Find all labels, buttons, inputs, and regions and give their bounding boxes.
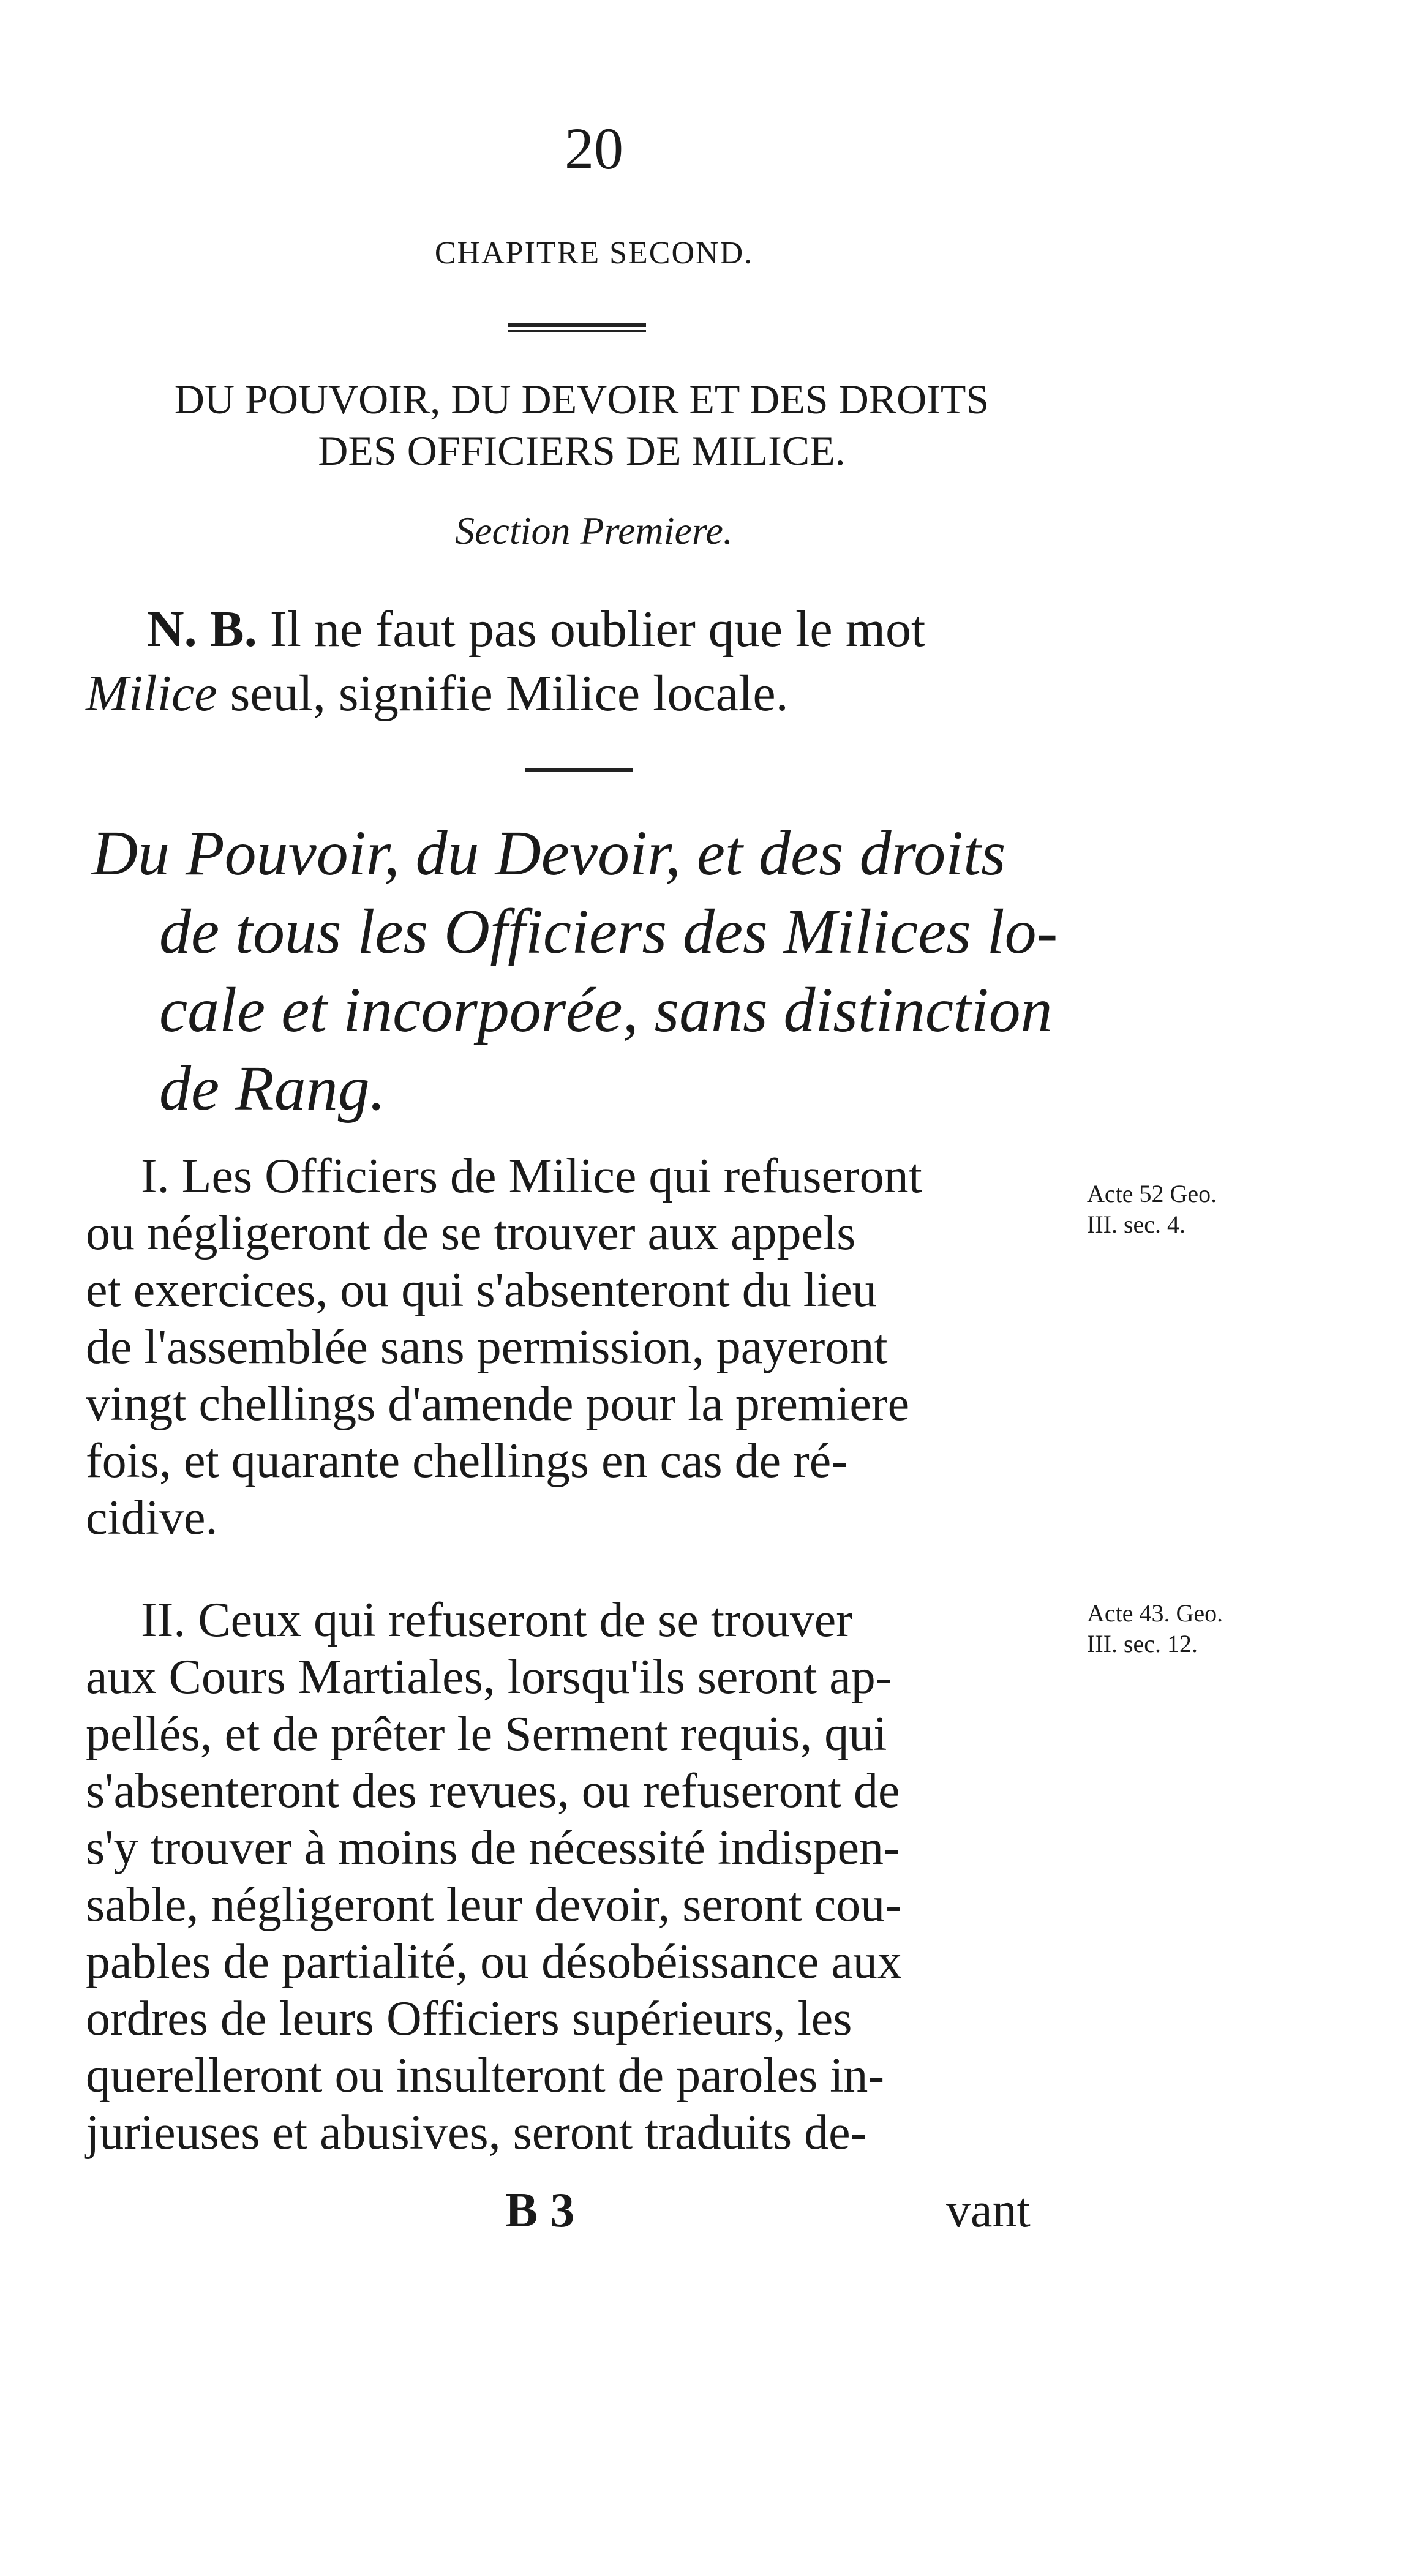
subtitle-line: cale et incorporée, sans distinction <box>159 975 1053 1045</box>
paragraph-line: aux Cours Martiales, lorsqu'ils seront ap- <box>86 1650 892 1704</box>
double-rule-divider <box>508 323 646 332</box>
subtitle-line: Du Pouvoir, du Devoir, et des droits <box>92 818 1006 888</box>
margin-citation-2 <box>1087 1598 1332 1659</box>
margin-citation-line: III. sec. 12. <box>1087 1630 1198 1658</box>
paragraph-line: querelleront ou insulteront de paroles in- <box>86 2049 885 2103</box>
note-line <box>86 661 1059 726</box>
page-number: 20 <box>565 116 623 181</box>
note-label: N. B. <box>147 601 257 658</box>
section-label: Section Premiere. <box>455 509 733 552</box>
paragraph-line: vingt chellings d'amende pour la premiere <box>86 1377 910 1431</box>
paragraph-line: de l'assemblée sans permission, payeront <box>86 1320 888 1374</box>
main-title <box>92 374 1072 476</box>
paragraph-line: ou négligeront de se trouver aux appels <box>86 1206 856 1260</box>
main-title-line: DES OFFICIERS DE MILICE. <box>318 427 846 474</box>
margin-citation-line: Acte 52 Geo. <box>1087 1180 1217 1207</box>
nota-bene-note <box>86 597 1059 726</box>
paragraph-line: pables de partialité, ou désobéissance aux <box>86 1935 902 1989</box>
catchword: vant <box>946 2184 1031 2237</box>
article-paragraph-2 <box>86 1592 1059 2161</box>
paragraph-line: pellés, et de prêter le Serment requis, qui <box>86 1707 887 1761</box>
signature-mark: B 3 <box>505 2184 575 2237</box>
paragraph-line: cidive. <box>86 1491 218 1545</box>
margin-citation-line: Acte 43. Geo. <box>1087 1599 1223 1627</box>
paragraph-line: fois, et quarante chellings en cas de ré- <box>86 1434 847 1488</box>
main-title-line: DU POUVOIR, DU DEVOIR ET DES DROITS <box>174 376 990 422</box>
paragraph-line: jurieuses et abusives, seront traduits de- <box>86 2106 867 2160</box>
paragraph-line: sable, négligeront leur devoir, seront cou- <box>86 1878 901 1932</box>
subtitle-line: de Rang. <box>159 1053 386 1124</box>
subtitle-line: de tous les Officiers des Milices lo- <box>159 896 1058 967</box>
paragraph-line: et exercices, ou qui s'absenteront du lieu <box>86 1263 877 1317</box>
note-text: seul, signifie Milice locale. <box>217 665 789 722</box>
paragraph-line: II. Ceux qui refuseront de se trouver <box>141 1593 852 1647</box>
paragraph-line: s'absenteront des revues, ou refuseront de <box>86 1764 900 1818</box>
paragraph-line: s'y trouver à moins de nécessité indispen- <box>86 1821 900 1875</box>
margin-citation-1 <box>1087 1179 1332 1240</box>
chapter-heading: CHAPITRE SECOND. <box>434 236 754 271</box>
article-paragraph-1 <box>86 1148 1059 1547</box>
paragraph-line: ordres de leurs Officiers supérieurs, les <box>86 1992 852 2046</box>
note-italic-word: Milice <box>86 665 217 722</box>
note-text: Il ne faut pas oublier que le mot <box>257 601 926 658</box>
single-rule-divider <box>525 768 633 772</box>
paragraph-line: I. Les Officiers de Milice qui refuseront <box>141 1149 922 1203</box>
section-subtitle <box>92 814 1065 1128</box>
margin-citation-line: III. sec. 4. <box>1087 1211 1186 1238</box>
note-line <box>86 597 1059 661</box>
